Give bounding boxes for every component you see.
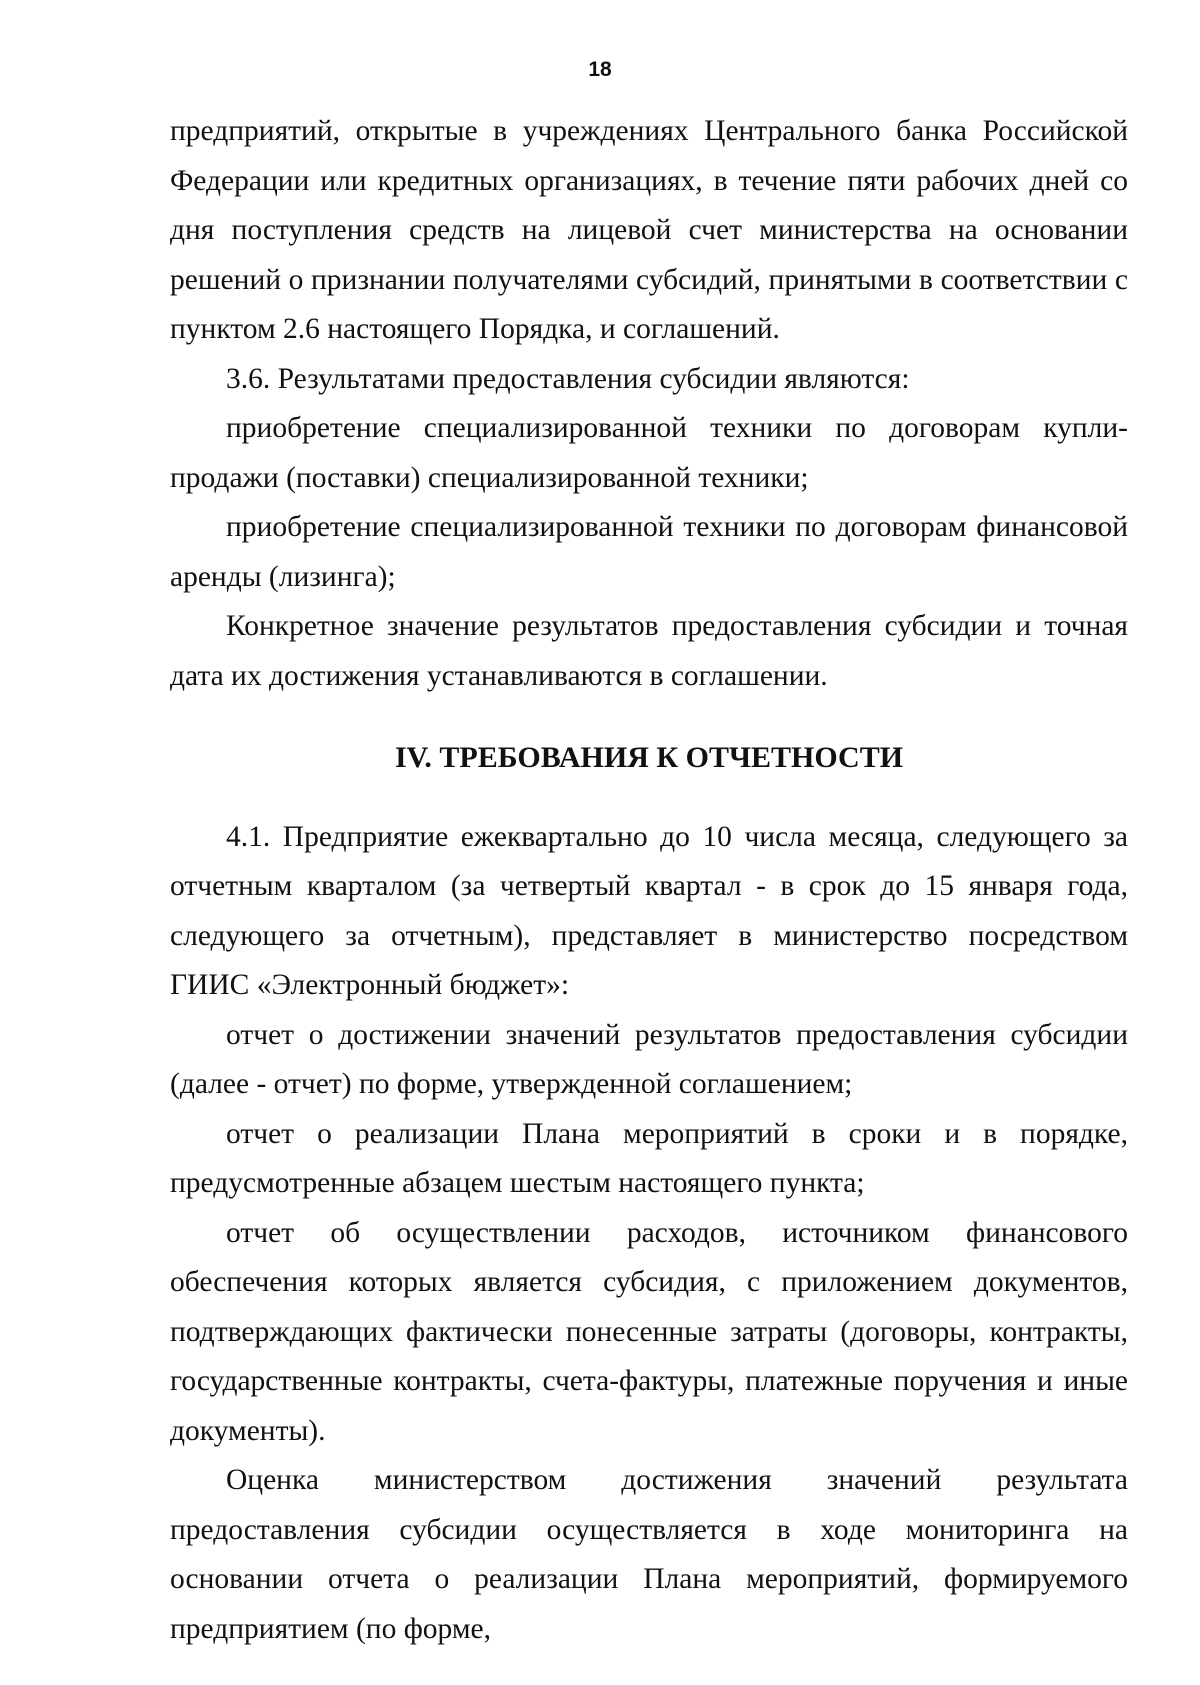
paragraph-4-1: 4.1. Предприятие ежеквартально до 10 числа месяца, следующего за отчетным кварталом (за четвертый квартал - в срок до 15 января года, следующего за отчетным), представляет в министерство посредством ГИИС «Электронный бюджет»: [170,820,1128,1001]
document-body [170,107,1128,1654]
paragraph-report-plan: отчет о реализации Плана мероприятий в сроки и в порядке, предусмотренные абзацем шестым настоящего пункта; [170,1117,1128,1199]
paragraph-result-leasing: приобретение специализированной техники по договорам финансовой аренды (лизинга); [170,511,1128,593]
section-heading: IV. ТРЕБОВАНИЯ К ОТЧЕТНОСТИ [394,741,904,774]
paragraph-evaluation: Оценка министерством достижения значений результата предоставления субсидии осуществляется в ходе мониторинга на основании отчета о реализации Плана мероприятий, формируемого предприятием (по форме, [170,1464,1128,1645]
page-number: 18 [588,58,612,81]
paragraph-report-expenses: отчет об осуществлении расходов, источником финансового обеспечения которых является субсидия, с приложением документов, подтверждающих фактически понесенные затраты (договоры, контракты, государственные контракты, счета-фактуры, платежные поручения и иные документы). [170,1216,1128,1447]
paragraph-continuation: предприятий, открытые в учреждениях Центрального банка Российской Федерации или кредитных организациях, в течение пяти рабочих дней со дня поступления средств на лицевой счет министерства на основании решений о признании получателями субсидий, принятыми в соответствии с пунктом 2.6 настоящего Порядка, и соглашений. [170,115,1128,345]
paragraph-report-results: отчет о достижении значений результатов предоставления субсидии (далее - отчет) по форме, утвержденной соглашением; [170,1018,1128,1100]
paragraph-result-values: Конкретное значение результатов предоставления субсидии и точная дата их достижения устанавливаются в соглашении. [170,610,1128,692]
paragraph-result-purchase: приобретение специализированной техники по договорам купли-продажи (поставки) специализированной техники; [170,412,1128,494]
paragraph-results-heading: 3.6. Результатами предоставления субсидии являются: [226,362,910,395]
